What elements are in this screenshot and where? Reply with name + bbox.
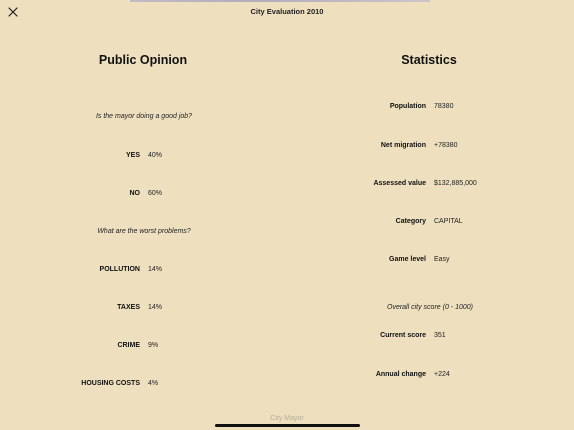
net-migration-label: Net migration (380, 142, 426, 149)
game-level-value: Easy (434, 256, 450, 263)
home-indicator[interactable] (215, 424, 360, 427)
score-caption: Overall city score (0 - 1000) (387, 304, 473, 311)
no-label: NO (129, 190, 140, 197)
problem-label: HOUSING COSTS (81, 380, 140, 387)
problem-label: POLLUTION (99, 266, 140, 273)
problem-value: 14% (148, 304, 163, 311)
population-label: Population (389, 103, 426, 110)
no-value: 60% (148, 190, 163, 197)
net-migration-value: +78380 (434, 142, 458, 149)
mayor-question: Is the mayor doing a good job? (95, 113, 193, 120)
category-value: CAPITAL (434, 218, 463, 225)
footer-label: City Mayor (270, 415, 304, 422)
current-score-label: Current score (380, 332, 426, 339)
assessed-value-value: $132,885,000 (434, 180, 477, 187)
category-label: Category (395, 218, 426, 225)
population-value: 78380 (434, 103, 454, 110)
public-opinion-title: Public Opinion (98, 53, 188, 67)
game-level-label: Game level (389, 256, 426, 263)
top-status-accent (130, 0, 430, 2)
problem-value: 9% (148, 342, 159, 349)
annual-change-label: Annual change (375, 371, 426, 378)
yes-value: 40% (148, 152, 163, 159)
problems-question: What are the worst problems? (97, 228, 191, 235)
problem-label: CRIME (117, 342, 140, 349)
assessed-value-label: Assessed value (373, 180, 426, 187)
annual-change-value: +224 (434, 371, 450, 378)
problem-label: TAXES (117, 304, 140, 311)
problem-value: 14% (148, 266, 163, 273)
statistics-title: Statistics (401, 53, 457, 67)
yes-label: YES (125, 152, 140, 159)
problem-value: 4% (148, 380, 159, 387)
current-score-value: 351 (434, 332, 446, 339)
window-title: City Evaluation 2010 (250, 7, 324, 16)
